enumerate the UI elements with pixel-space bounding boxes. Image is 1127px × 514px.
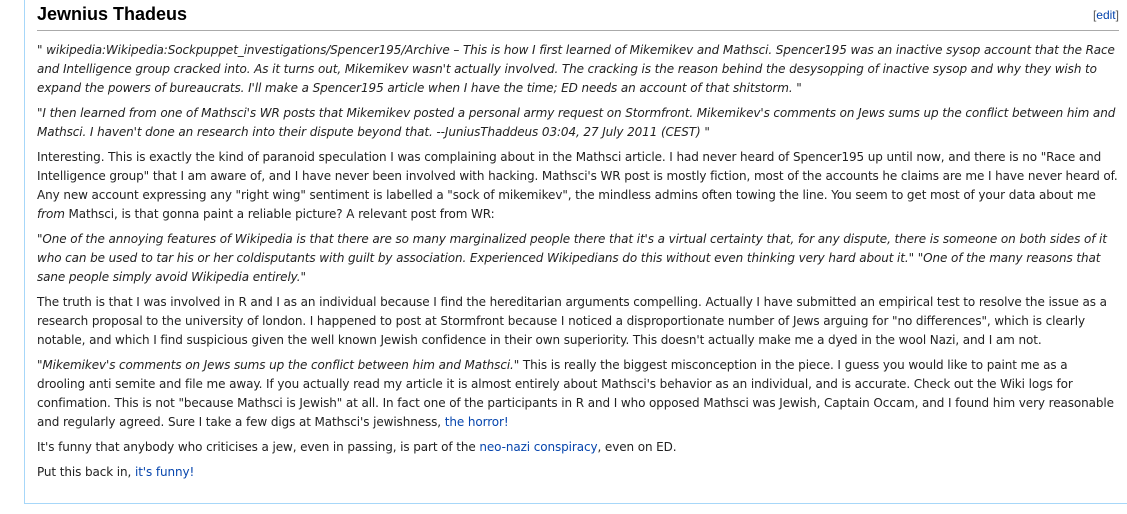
section-heading bbox=[37, 0, 1119, 31]
the-horror-link[interactable]: the horror! bbox=[444, 415, 509, 429]
reply-paragraph-5: Put this back in, it's funny! bbox=[37, 465, 195, 479]
quote-paragraph-3: "One of the annoying features of Wikipedia is that there are so many marginalized people there that it's a virtual certainty that, for any dispute, there is someone on both sides of it who can be used to tar his or her coldisputants with guilt by association. Experienced Wikipedians do this without even thinking very hard about it." "One of the many reasons that sane people simply avoid Wikipedia entirely." bbox=[37, 232, 1107, 284]
reply-paragraph-3: "Mikemikev's comments on Jews sums up the conflict between him and Mathsci." This is really the biggest misconception in the piece. I guess you would like to paint me as a drooling anti semite and file me away. If you actually read my article it is almost entirely about Mathsci's behavior as an individual, and is accurate. Check out the Wiki logs for confimation. This is not "because Mathsci is Jewish" at all. In fact one of the participants in R and I who opposed Mathsci was Jewish, Captain Occam, and I found him very reasonable and regularly agreed. Sure I take a few digs at Mathsci's jewishness, the horror! bbox=[37, 358, 1114, 429]
reply-paragraph-4: It's funny that anybody who criticises a jew, even in passing, is part of the neo-nazi conspiracy, even on ED. bbox=[37, 440, 677, 454]
article-content bbox=[37, 0, 1119, 488]
edit-section: [edit] bbox=[1092, 8, 1119, 22]
section-title: Jewnius Thadeus bbox=[37, 4, 188, 24]
reply-paragraph-1: Interesting. This is exactly the kind of paranoid speculation I was complaining about in the Mathsci article. I had never heard of Spencer195 up until now, and there is no "Race and Intelligence group" that I am aware of, and I have never been involved with hacking. Mathsci's WR post is mostly fiction, most of the accounts he claims are me I have never heard of. Any new account expressing any "right wing" sentiment is labelled a "sock of mikemikev", the mindless admins often towing the line. You seem to get most of your data about me from Mathsci, is that gonna paint a reliable picture? A relevant post from WR: bbox=[37, 150, 1118, 221]
reply-paragraph-2: The truth is that I was involved in R and I as an individual because I find the hereditarian arguments compelling. Actually I have submitted an empirical test to resolve the issue as a research proposal to the university of london. I happened to post at Stormfront because I noticed a disproportionate number of Jews arguing for "no differences", which is clearly notable, and which I find suspicious given the well known Jewish confidence in their own superiority. This doesn't actually make me a dyed in the wool Nazi, and I am not. bbox=[37, 295, 1107, 347]
edit-link[interactable]: edit bbox=[1096, 8, 1116, 22]
quote-paragraph-2: "I then learned from one of Mathsci's WR posts that Mikemikev posted a personal army request on Stormfront. Mikemikev's comments on Jews sums up the conflict between him and Mathsci. I haven't done an research into their dispute beyond that. --JuniusThaddeus 03:04, 27 July 2011 (CEST) " bbox=[37, 106, 1116, 139]
its-funny-link[interactable]: it's funny! bbox=[134, 465, 195, 479]
quote-paragraph-1: " wikipedia:Wikipedia:Sockpuppet_investigations/Spencer195/Archive – This is how I first learned of Mikemikev and Mathsci. Spencer195 was an inactive sysop account that the Race and Intelligence group cracked into. As it turns out, Mikemikev wasn't actually involved. The cracking is the reason behind the desysopping of inactive sysop and why they wish to expand the powers of bureaucrats. I'll make a Spencer195 article when I have the time; ED needs an account of that shitstorm. " bbox=[37, 43, 1115, 95]
neo-nazi-conspiracy-link[interactable]: neo-nazi conspiracy bbox=[479, 440, 598, 454]
inline-quote: "Mikemikev's comments on Jews sums up the conflict between him and Mathsci." bbox=[37, 358, 520, 372]
